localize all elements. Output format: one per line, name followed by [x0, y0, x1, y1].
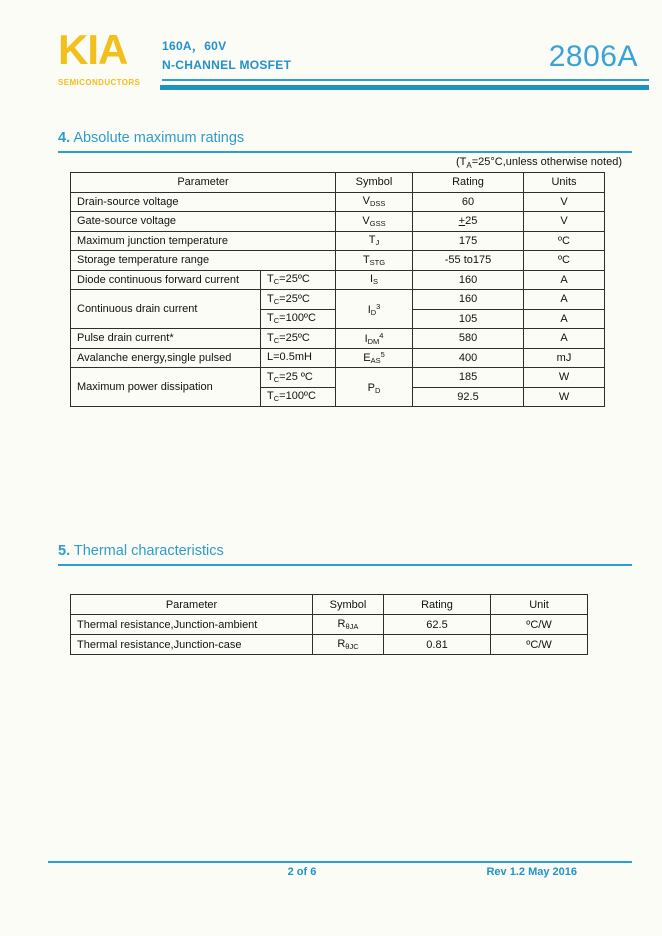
column-header-parameter: Parameter [71, 173, 336, 193]
cell-parameter: Pulse drain current* [71, 329, 261, 349]
cell-parameter: Thermal resistance,Junction-ambient [71, 615, 313, 635]
cell-condition: $T_C=25$ ºC [261, 368, 336, 388]
table-row [71, 212, 605, 232]
cell-rating: 92.5 [413, 387, 524, 407]
section5-number: 5. [58, 543, 71, 559]
cell-condition: $T_C=25ºC$ [261, 329, 336, 349]
cell-units: W [524, 368, 605, 388]
table-row [71, 192, 605, 212]
column-header-rating: Rating [413, 173, 524, 193]
cell-symbol: $P_D$ [336, 368, 413, 407]
table-row [71, 270, 605, 290]
table-row [71, 615, 588, 635]
section4-number: 4. [58, 130, 71, 146]
table-row [71, 635, 588, 655]
table-row [71, 290, 605, 310]
section5-title: Thermal characteristics [70, 543, 224, 559]
cell-parameter: Gate-source voltage [71, 212, 336, 232]
cell-rating: 400 [413, 348, 524, 368]
plus-minus-sign: + [458, 215, 466, 228]
cell-parameter: Avalanche energy,single pulsed [71, 348, 261, 368]
cell-parameter: Maximum power dissipation [71, 368, 261, 407]
cell-units: V [524, 192, 605, 212]
product-type-line: N-CHANNEL MOSFET [162, 58, 292, 72]
cell-rating: 60 [413, 192, 524, 212]
cell-rating: 185 [413, 368, 524, 388]
cell-units: A [524, 290, 605, 310]
brand-subtitle: SEMICONDUCTORS [58, 78, 141, 87]
section4-heading [58, 130, 244, 146]
cell-symbol: $I_D^3$ [336, 290, 413, 329]
column-header-symbol: Symbol [336, 173, 413, 193]
cell-symbol: $R_{\theta JA}$ [313, 615, 384, 635]
cell-units: A [524, 309, 605, 329]
table-row [71, 348, 605, 368]
conditions-note: ($T_A=25^\circ C,unless$ otherwise noted) [456, 156, 622, 171]
column-header-symbol: Symbol [313, 595, 384, 615]
cell-symbol: $V_{GSS}$ [336, 212, 413, 232]
section5-heading [58, 543, 224, 559]
cell-parameter: Drain-source voltage [71, 192, 336, 212]
part-number: 2806A [548, 40, 638, 73]
cell-condition: $T_C=25ºC$ [261, 290, 336, 310]
absolute-maximum-ratings-table [70, 172, 605, 407]
cell-rating: 160 [413, 290, 524, 310]
cell-symbol: $V_{DSS}$ [336, 192, 413, 212]
table-header-row [71, 173, 605, 193]
cell-rating: 160 [413, 270, 524, 290]
cell-rating: -55 to175 [413, 251, 524, 271]
cell-parameter: Maximum junction temperature [71, 231, 336, 251]
cell-symbol: $I_S$ [336, 270, 413, 290]
kia-logo: KIA [58, 26, 128, 73]
cell-parameter: Thermal resistance,Junction-case [71, 635, 313, 655]
column-header-units: Units [524, 173, 605, 193]
cell-parameter: Diode continuous forward current [71, 270, 261, 290]
cell-units: A [524, 329, 605, 349]
cell-symbol: $T_{STG}$ [336, 251, 413, 271]
column-header-unit: Unit [491, 595, 588, 615]
cell-parameter: Continuous drain current [71, 290, 261, 329]
table-header-row [71, 595, 588, 615]
section4-rule [58, 151, 632, 153]
cell-units: mJ [524, 348, 605, 368]
cell-condition: $T_C=100ºC$ [261, 309, 336, 329]
cell-units: A [524, 270, 605, 290]
thermal-characteristics-table [70, 594, 588, 655]
header-thick-rule [160, 85, 649, 90]
cell-symbol: $R_{\theta JC}$ [313, 635, 384, 655]
section5-rule [58, 564, 632, 566]
column-header-rating: Rating [384, 595, 491, 615]
cell-unit: ºC/W [491, 615, 588, 635]
cell-rating: 0.81 [384, 635, 491, 655]
cell-parameter: Storage temperature range [71, 251, 336, 271]
cell-rating: 175 [413, 231, 524, 251]
cell-condition: $T_C=100ºC$ [261, 387, 336, 407]
header-thin-rule [162, 79, 649, 81]
product-rating-line: 160A，60V [162, 39, 227, 53]
cell-condition: L=0.5mH [261, 348, 336, 368]
table-row [71, 251, 605, 271]
cell-symbol: $E_{AS}^5$ [336, 348, 413, 368]
page-number: 2 of 6 [287, 866, 317, 878]
cell-units: ºC [524, 251, 605, 271]
cell-rating: +25 [413, 212, 524, 232]
cell-units: W [524, 387, 605, 407]
revision-label: Rev 1.2 May 2016 [486, 866, 577, 878]
brand-block [58, 26, 168, 87]
cell-rating: 580 [413, 329, 524, 349]
product-summary [162, 37, 291, 72]
cell-symbol: $T_J$ [336, 231, 413, 251]
cell-unit: ºC/W [491, 635, 588, 655]
note-subscript: A [466, 161, 472, 171]
cell-symbol: $I_{DM}^4$ [336, 329, 413, 349]
cell-rating: 62.5 [384, 615, 491, 635]
table-row [71, 329, 605, 349]
cell-condition: $T_C=25ºC$ [261, 270, 336, 290]
footer-rule [48, 861, 632, 863]
table-row [71, 231, 605, 251]
cell-units: V [524, 212, 605, 232]
cell-units: ºC [524, 231, 605, 251]
column-header-parameter: Parameter [71, 595, 313, 615]
table-row [71, 368, 605, 388]
cell-rating: 105 [413, 309, 524, 329]
section4-title: Absolute maximum ratings [70, 130, 245, 146]
